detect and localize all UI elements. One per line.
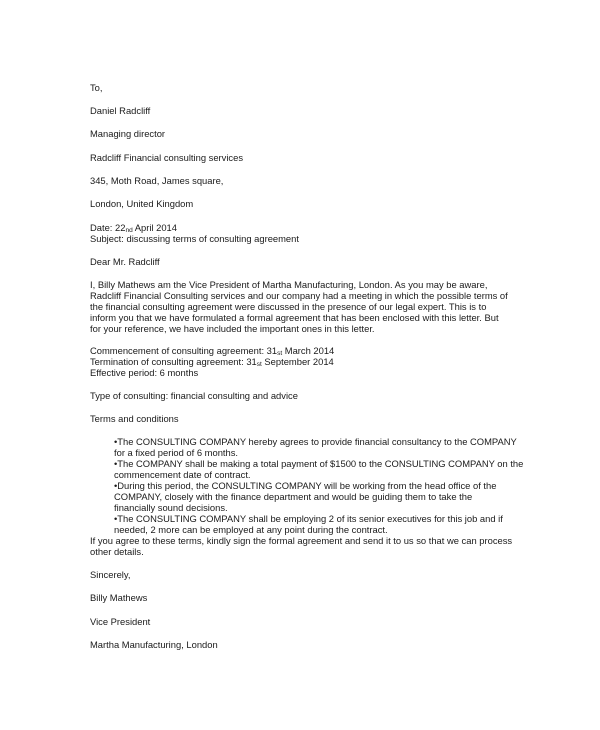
date-prefix: Date: 22	[90, 222, 126, 233]
greeting: Dear Mr. Radcliff	[90, 256, 160, 267]
effective-period: Effective period: 6 months	[90, 367, 199, 378]
recipient-name: Daniel Radcliff	[90, 105, 151, 116]
commencement-superscript: st	[277, 350, 283, 357]
salutation-to: To,	[90, 82, 103, 93]
terms-line: •During this period, the CONSULTING COMPANY will be working from the head office of the	[114, 480, 497, 491]
closing-line: If you agree to these terms, kindly sign the formal agreement and send it to us so that we can process	[90, 535, 513, 546]
date-superscript: nd	[125, 227, 133, 234]
type-of-consulting: Type of consulting: financial consulting and advice	[90, 390, 298, 401]
body-line: I, Billy Mathews am the Vice President of Martha Manufacturing, London. As you may be aware,	[90, 279, 488, 290]
terms-line: •The CONSULTING COMPANY hereby agrees to provide financial consultancy to the COMPANY	[114, 436, 517, 447]
date-suffix: April 2014	[132, 222, 177, 233]
body-line: for your reference, we have included the important ones in this letter.	[90, 323, 375, 334]
termination-superscript: st	[256, 361, 262, 368]
terms-line: COMPANY, closely with the finance department and would be guiding them to take the	[114, 491, 473, 502]
terms-line: financially sound decisions.	[114, 502, 228, 513]
terms-line: •The COMPANY shall be making a total payment of $1500 to the CONSULTING COMPANY on the	[114, 458, 524, 469]
terms-line: for a fixed period of 6 months.	[114, 447, 239, 458]
body-line: inform you that we have formulated a formal agreement that has been enclosed with this letter. But	[90, 312, 499, 323]
recipient-address-line1: 345, Moth Road, James square,	[90, 175, 224, 186]
body-line: Radcliff Financial Consulting services and our company had a meeting in which the possible terms of	[90, 290, 508, 301]
termination-prefix: Termination of consulting agreement: 31	[90, 356, 257, 367]
signoff: Sincerely,	[90, 569, 131, 580]
closing-line: other details.	[90, 546, 144, 557]
terms-line: needed, 2 more can be employed at any point during the contract.	[114, 524, 388, 535]
sender-title: Vice President	[90, 616, 151, 627]
terms-heading: Terms and conditions	[90, 413, 179, 424]
recipient-title: Managing director	[90, 128, 166, 139]
recipient-company: Radcliff Financial consulting services	[90, 152, 244, 163]
sender-name: Billy Mathews	[90, 592, 148, 603]
recipient-address-line2: London, United Kingdom	[90, 198, 194, 209]
termination-suffix: September 2014	[261, 356, 334, 367]
letter-subject: Subject: discussing terms of consulting agreement	[90, 233, 299, 244]
terms-line: •The CONSULTING COMPANY shall be employing 2 of its senior executives for this job and if	[114, 513, 503, 524]
terms-line: commencement date of contract.	[114, 469, 251, 480]
commencement-suffix: March 2014	[282, 345, 335, 356]
commencement-prefix: Commencement of consulting agreement: 31	[90, 345, 278, 356]
sender-company: Martha Manufacturing, London	[90, 639, 218, 650]
body-line: the financial consulting agreement were discussed in the presence of our legal expert. This is to	[90, 301, 487, 312]
